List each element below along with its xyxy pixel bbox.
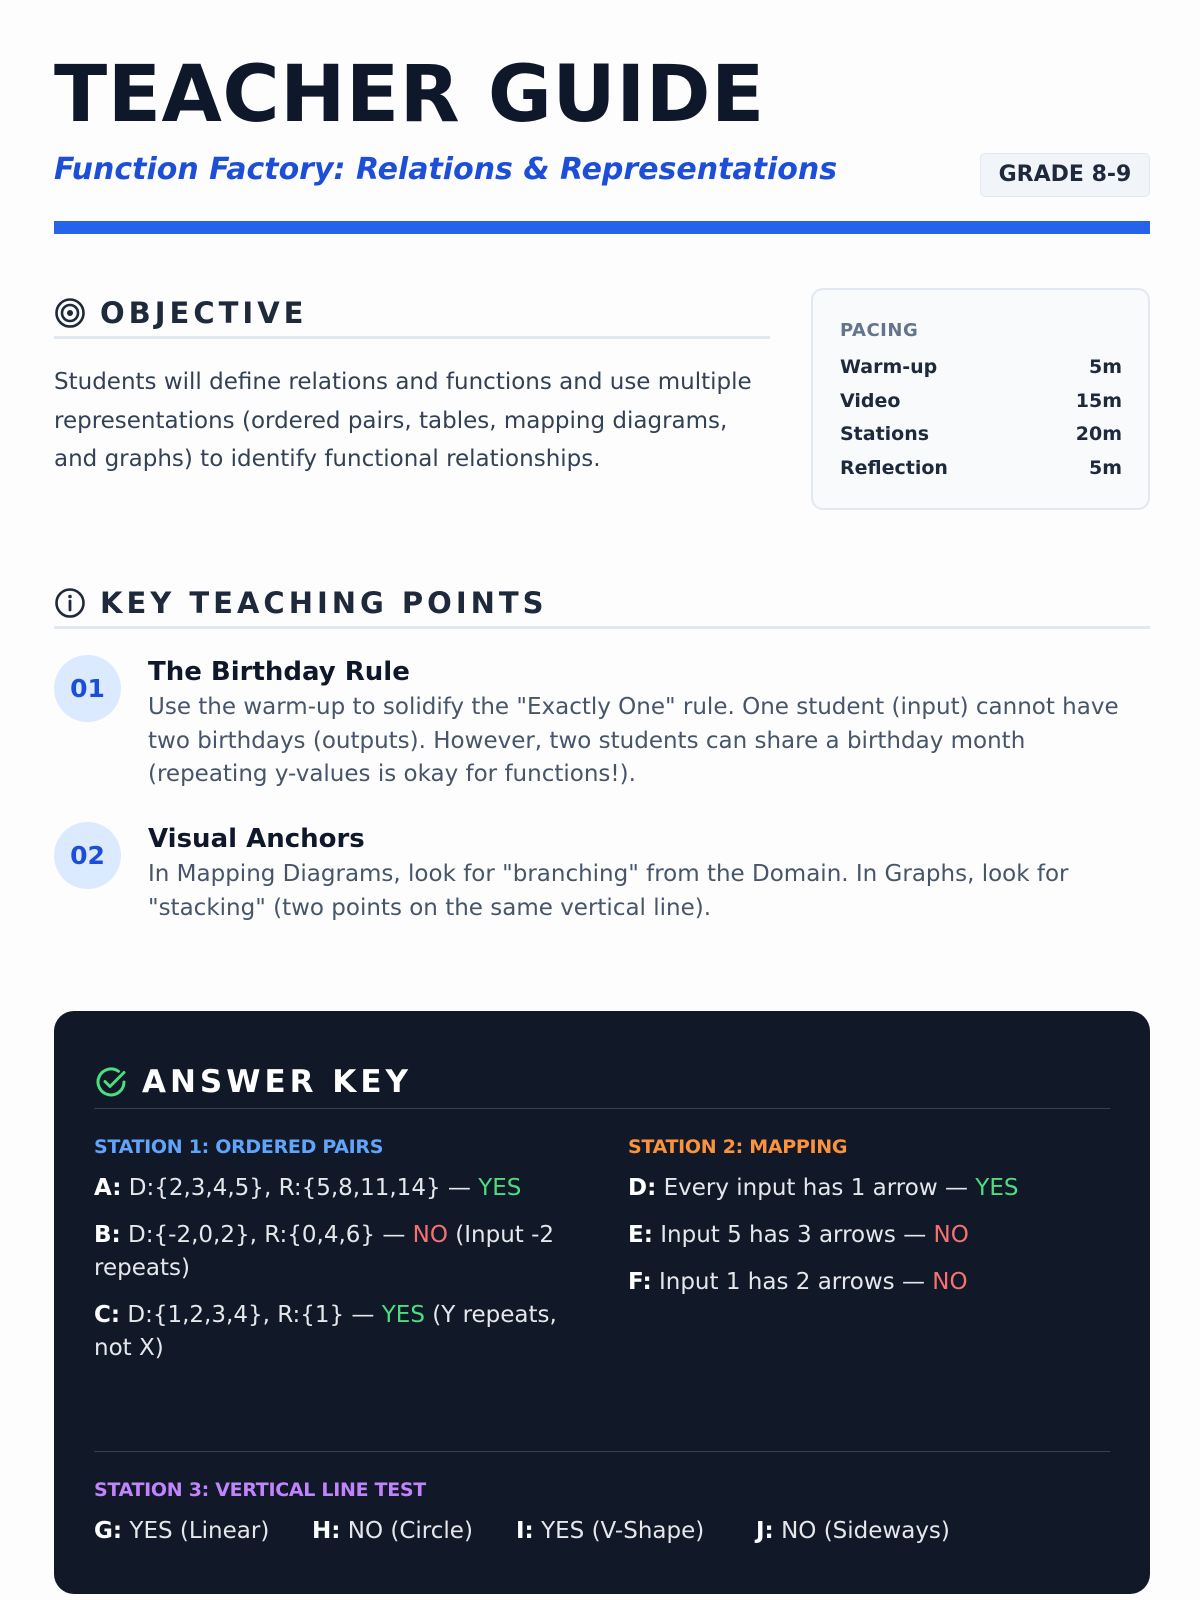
info-icon [54,587,86,619]
answer-text: Input 1 has 2 arrows — [651,1269,933,1295]
answer-item [628,1266,1108,1299]
answer-text: YES (Linear) [122,1518,270,1544]
pacing-time: 15m [1075,389,1122,412]
objective-text: Students will define relations and functions and use multiple representations (ordered pairs, tables, mapping diagrams, and graphs) to identify functional relationships. [54,369,752,472]
answer-item [628,1172,1108,1205]
objective-heading-label: OBJECTIVE [100,296,308,330]
answer-text: YES (V-Shape) [533,1518,705,1544]
page-title: TEACHER GUIDE [54,50,765,140]
answer-verdict: NO [933,1222,969,1248]
answer-label: F: [628,1269,652,1295]
target-icon [54,297,86,329]
teacher-guide-page [54,0,1150,1600]
answer-key-heading-label: ANSWER KEY [142,1064,412,1100]
answer-item [628,1219,1108,1252]
point-number: 02 [54,822,121,889]
pacing-row [840,418,1122,452]
station-3-title: STATION 3: VERTICAL LINE TEST [94,1479,426,1501]
key-points-heading-label: KEY TEACHING POINTS [100,586,548,620]
answer-text: NO (Sideways) [773,1518,950,1544]
answer-key-heading [94,1056,1110,1109]
answer-note: (Input -2 repeats) [94,1222,555,1281]
pacing-title: PACING [840,320,919,341]
point-body: Use the warm-up to solidify the "Exactly One" rule. One student (input) cannot have two birthdays (outputs). However, two students can share a birthday month (repeating y-values is okay for functions!). [148,694,1119,787]
answer-label: J: [756,1518,774,1544]
answer-text: D:{2,3,4,5}, R:{5,8,11,14} — [121,1175,479,1201]
answer-label: C: [94,1302,121,1328]
station-1-title: STATION 1: ORDERED PAIRS [94,1136,384,1158]
pacing-label: Warm-up [840,356,938,378]
pacing-time: 5m [1088,456,1122,479]
answer-item [94,1219,574,1285]
pacing-label: Video [840,389,901,412]
answer-label: I: [516,1518,534,1544]
answer-item [756,1515,950,1548]
pacing-time: 20m [1075,423,1122,445]
answer-verdict: YES [975,1175,1019,1201]
key-points-heading [54,580,1150,629]
teaching-point [54,822,1150,932]
check-circle-icon [94,1065,128,1099]
teaching-point [54,655,1150,795]
answer-text: D:{-2,0,2}, R:{0,4,6} — [120,1222,413,1248]
page-subtitle: Function Factory: Relations & Representations [54,152,838,187]
answer-label: E: [628,1222,653,1248]
answer-item [516,1515,756,1548]
answer-verdict: NO [412,1222,448,1248]
answer-text: Every input has 1 arrow — [656,1175,976,1201]
answer-text: Input 5 has 3 arrows — [652,1222,934,1248]
answer-label: A: [94,1175,122,1201]
answer-verdict: YES [478,1175,522,1201]
answer-label: G: [94,1518,123,1544]
answer-label: D: [628,1175,657,1201]
point-title: Visual Anchors [148,824,365,854]
point-body: In Mapping Diagrams, look for "branching" from the Domain. In Graphs, look for "stacking" (two points on the same vertical line). [148,861,1069,921]
grade-badge: GRADE 8-9 [980,153,1150,197]
answer-verdict: NO [932,1269,968,1295]
header-divider [54,221,1150,234]
pacing-label: Stations [840,423,930,445]
pacing-row [840,452,1122,486]
station-2-title: STATION 2: MAPPING [628,1136,848,1158]
pacing-row [840,351,1122,385]
answer-item [94,1172,574,1205]
objective-heading [54,290,770,339]
station-3 [94,1479,1110,1562]
station-3-row [94,1515,1110,1562]
answer-item [94,1299,574,1365]
answer-verdict: YES [381,1302,425,1328]
answer-key-divider [94,1451,1110,1452]
station-1 [94,1136,574,1379]
answer-label: H: [312,1518,341,1544]
pacing-time: 5m [1088,356,1122,378]
answer-text: NO (Circle) [340,1518,473,1544]
pacing-label: Reflection [840,456,948,479]
station-2 [628,1136,1108,1313]
answer-item [94,1515,312,1548]
answer-label: B: [94,1222,121,1248]
answer-text: D:{1,2,3,4}, R:{1} — [120,1302,382,1328]
answer-item [312,1515,516,1548]
answer-note: (Y repeats, not X) [94,1302,557,1361]
answer-key-panel [54,1011,1150,1594]
pacing-row [840,385,1122,419]
point-title: The Birthday Rule [148,657,410,687]
point-number: 01 [54,655,121,722]
pacing-card [811,288,1150,510]
